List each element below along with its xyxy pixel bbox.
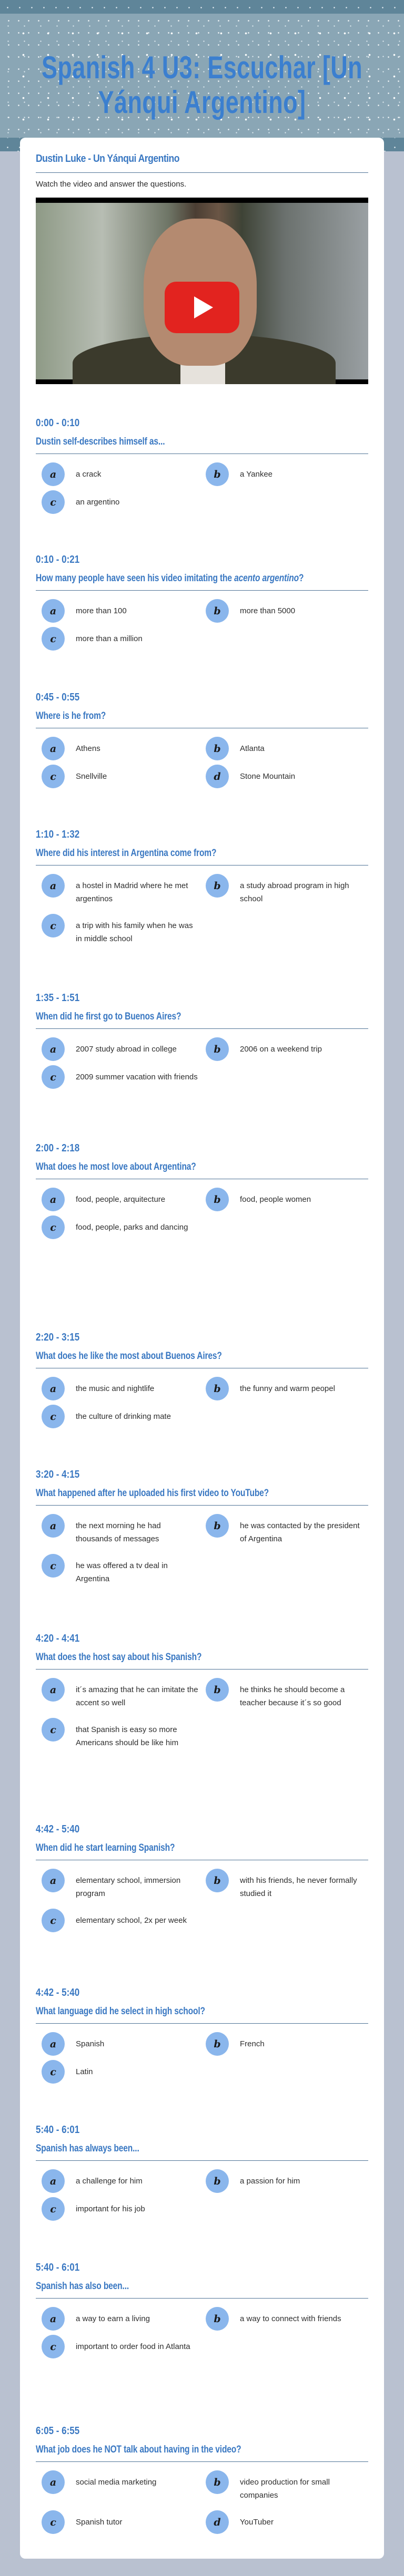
question-label: Dustin self-describes himself as... [36,436,165,447]
option-letter-a: a [42,1514,65,1538]
option-text: Spanish [76,2039,105,2048]
answer-options [42,1678,370,1758]
option-letter-a: a [42,2169,65,2193]
answer-option-c[interactable] [42,914,206,950]
question-label: Spanish has also been... [36,2281,129,2292]
question-text [36,1651,201,1664]
timestamp: 0:10 - 0:21 [36,554,80,565]
divider [36,2160,368,2161]
question-section [20,691,384,828]
answer-option-a[interactable] [42,1037,206,1061]
question-section [20,2261,384,2425]
divider [36,2298,368,2299]
option-text: the music and nightlife [76,1384,155,1393]
timestamp: 0:45 - 0:55 [36,692,80,703]
option-text: food, people, parks and dancing [76,1223,188,1232]
answer-option-b[interactable] [206,1869,370,1904]
answer-option-c[interactable] [42,1718,206,1754]
option-letter-c: c [42,914,65,937]
answer-option-c[interactable] [42,1065,206,1089]
timestamp: 1:35 - 1:51 [36,992,80,1004]
option-letter-b: b [206,1188,229,1211]
option-letter-c: c [42,2510,65,2534]
option-letter-a: a [42,1188,65,1211]
option-letter-a: a [42,1037,65,1061]
option-text: food, people women [240,1195,311,1204]
option-text: 2009 summer vacation with friends [76,1073,198,1081]
option-text: Athens [76,744,100,753]
option-text: video production for small companies [240,2478,330,2500]
answer-option-a[interactable] [42,874,206,910]
question-text [36,1010,181,1024]
timestamp: 1:10 - 1:32 [36,829,80,840]
answer-options [42,2470,370,2538]
question-text [36,2005,205,2018]
question-section [20,1632,384,1823]
option-text: more than 100 [76,606,127,615]
option-letter-c: c [42,1065,65,1089]
answer-option-a[interactable] [42,1678,206,1714]
option-text: it´s amazing that he can imitate the accent so well [76,1685,198,1707]
option-letter-c: c [42,1718,65,1742]
answer-options [42,599,370,655]
option-letter-a: a [42,737,65,760]
answer-options [42,1037,370,1093]
question-section [20,1142,384,1331]
option-letter-c: c [42,490,65,514]
question-section [20,2124,384,2261]
answer-option-c[interactable] [42,2335,206,2358]
option-letter-a: a [42,2032,65,2056]
answer-option-a[interactable] [42,1869,206,1904]
option-letter-b: b [206,1678,229,1702]
question-label: What does he most love about Argentina? [36,1161,196,1172]
option-text: a hostel in Madrid where he met argentinos [76,881,188,903]
answer-option-b[interactable] [206,1678,370,1714]
question-label: What happened after he uploaded his first video to YouTube? [36,1488,269,1499]
answer-options [42,2169,370,2225]
question-text [36,1841,175,1855]
timestamp: 5:40 - 6:01 [36,2124,80,2136]
option-letter-c: c [42,627,65,651]
option-letter-c: c [42,765,65,788]
question-section [20,1823,384,1986]
divider [36,1669,368,1670]
option-text: a way to earn a living [76,2314,150,2323]
option-text: elementary school, immersion program [76,1876,181,1898]
answer-option-c[interactable] [42,2060,206,2084]
option-text: the next morning he had thousands of messages [76,1521,161,1543]
answer-option-c[interactable] [42,765,206,788]
question-text [36,572,304,585]
option-text: he thinks he should become a teacher because it´s so good [240,1685,345,1707]
answer-option-a[interactable] [42,737,206,760]
question-section [20,2425,384,2552]
question-section [20,828,384,992]
video-thumbnail [36,203,368,379]
option-letter-b: b [206,1514,229,1538]
option-text: the funny and warm peopel [240,1384,335,1393]
answer-options [42,2307,370,2363]
option-text: a study abroad program in high school [240,881,349,903]
option-letter-d: d [206,2510,229,2534]
option-text: YouTuber [240,2518,274,2527]
answer-options [42,1377,370,1433]
option-letter-a: a [42,1678,65,1702]
page-title: Spanish 4 U3: Escuchar [Un Yánqui Argentino] [42,50,362,120]
option-text: a crack [76,470,102,479]
question-text [36,1487,269,1500]
timestamp: 4:42 - 5:40 [36,1987,80,1998]
option-letter-c: c [42,2060,65,2084]
question-label: Where is he from? [36,710,106,722]
option-letter-b: b [206,599,229,623]
option-text: a Yankee [240,470,272,479]
question-label: Where did his interest in Argentina come from? [36,848,217,859]
option-letter-b: b [206,2032,229,2056]
option-text: important to order food in Atlanta [76,2342,190,2351]
timestamp: 4:42 - 5:40 [36,1823,80,1835]
question-label: How many people have seen his video imitating the [36,573,235,584]
option-text: an argentino [76,498,120,507]
question-text [36,2142,139,2156]
answer-option-a[interactable] [42,1514,206,1550]
option-letter-a: a [42,462,65,486]
answer-option-c[interactable] [42,1405,206,1428]
question-text [36,1349,222,1363]
option-text: Latin [76,2067,93,2076]
option-letter-b: b [206,737,229,760]
answer-option-b[interactable] [206,1037,370,1061]
question-text [36,847,216,860]
option-letter-c: c [42,1909,65,1932]
answer-option-d[interactable] [206,765,370,788]
timestamp: 5:40 - 6:01 [36,2262,80,2273]
option-text: with his friends, he never formally studied it [240,1876,357,1898]
option-text: Spanish tutor [76,2518,123,2527]
answer-option-c[interactable] [42,1215,206,1239]
answer-option-a[interactable] [42,599,206,623]
answer-option-b[interactable] [206,2032,370,2056]
question-section [20,1331,384,1468]
answer-option-b[interactable] [206,1377,370,1400]
question-section [20,417,384,553]
option-letter-a: a [42,2307,65,2331]
option-letter-b: b [206,2470,229,2494]
option-letter-a: a [42,1869,65,1892]
question-emphasis: acento argentino [234,573,299,584]
option-letter-a: a [42,599,65,623]
divider [36,1505,368,1506]
question-section [20,1986,384,2124]
banner [0,14,404,138]
answer-options [42,462,370,518]
worksheet-card [20,138,384,2559]
answer-option-a[interactable] [42,2307,206,2331]
answer-option-b[interactable] [206,2470,370,2506]
option-letter-c: c [42,1554,65,1578]
question-section [20,1468,384,1632]
intro-section [20,138,384,417]
question-section [20,992,384,1142]
answer-options [42,2032,370,2088]
option-letter-d: d [206,765,229,788]
question-text [36,2280,129,2293]
question-text [36,2443,241,2457]
option-letter-a: a [42,1377,65,1400]
timestamp: 3:20 - 4:15 [36,1469,80,1480]
option-text: the culture of drinking mate [76,1412,171,1421]
timestamp: 0:00 - 0:10 [36,417,80,429]
option-text: more than a million [76,634,143,643]
answer-option-a[interactable] [42,2032,206,2056]
option-letter-b: b [206,874,229,898]
option-letter-a: a [42,2470,65,2494]
question-end: ? [298,573,304,584]
option-text: Snellville [76,772,107,781]
answer-option-c[interactable] [42,1554,206,1590]
option-text: a challenge for him [76,2177,143,2186]
answer-option-a[interactable] [42,2169,206,2193]
question-label: What does the host say about his Spanish? [36,1652,202,1663]
option-text: a way to connect with friends [240,2314,341,2323]
timestamp: 4:20 - 4:41 [36,1633,80,1644]
option-letter-b: b [206,462,229,486]
option-text: social media marketing [76,2478,157,2487]
option-letter-b: b [206,1377,229,1400]
video-player[interactable] [36,198,368,384]
answer-option-b[interactable] [206,1188,370,1211]
answer-option-b[interactable] [206,462,370,486]
question-label: Spanish has always been... [36,2143,139,2154]
instructions: Watch the video and answer the questions. [36,180,187,189]
divider [36,2023,368,2024]
question-text [36,1160,196,1174]
answer-option-c[interactable] [42,2510,206,2534]
timestamp: 2:20 - 3:15 [36,1332,80,1343]
option-text: food, people, arquitecture [76,1195,166,1204]
option-letter-a: a [42,874,65,898]
question-text [36,709,106,723]
answer-option-b[interactable] [206,874,370,910]
option-text: 2006 on a weekend trip [240,1045,322,1054]
option-text: important for his job [76,2204,145,2213]
timestamp: 6:05 - 6:55 [36,2425,80,2437]
option-letter-c: c [42,1215,65,1239]
answer-options [42,737,370,792]
option-text: he was contacted by the president of Argentina [240,1521,360,1543]
answer-option-a[interactable] [42,2470,206,2506]
option-text: a trip with his family when he was in middle school [76,921,193,943]
question-section [20,553,384,691]
option-text: a passion for him [240,2177,300,2186]
question-label: When did he start learning Spanish? [36,1842,175,1853]
divider [36,172,368,173]
answer-option-b[interactable] [206,1514,370,1550]
question-text [36,435,165,449]
divider [36,2461,368,2462]
answer-options [42,1514,370,1594]
answer-option-b[interactable] [206,737,370,760]
option-letter-b: b [206,2169,229,2193]
answer-option-c[interactable] [42,490,206,514]
answer-option-d[interactable] [206,2510,370,2534]
title-wrapper [34,50,370,120]
answer-option-c[interactable] [42,1909,206,1932]
option-text: 2007 study abroad in college [76,1045,177,1054]
play-icon [194,296,213,318]
option-text: he was offered a tv deal in Argentina [76,1561,168,1583]
divider [36,590,368,591]
question-label: What job does he NOT talk about having in the video? [36,2444,241,2455]
play-button[interactable] [165,282,239,333]
option-text: French [240,2039,265,2048]
option-text: Stone Mountain [240,772,296,781]
option-letter-c: c [42,1405,65,1428]
option-text: that Spanish is easy so more Americans should be like him [76,1725,179,1747]
answer-option-a[interactable] [42,1188,206,1211]
option-letter-c: c [42,2335,65,2358]
option-letter-b: b [206,1037,229,1061]
answer-option-b[interactable] [206,2169,370,2193]
timestamp: 2:00 - 2:18 [36,1142,80,1154]
option-letter-c: c [42,2197,65,2221]
answer-option-a[interactable] [42,1377,206,1400]
video-heading: Dustin Luke - Un Yánqui Argentino [36,153,179,164]
question-label: What does he like the most about Buenos Aires? [36,1351,222,1362]
option-letter-b: b [206,1869,229,1892]
option-letter-b: b [206,2307,229,2331]
answer-option-c[interactable] [42,627,206,651]
option-text: more than 5000 [240,606,296,615]
option-text: Atlanta [240,744,265,753]
question-label: What language did he select in high school? [36,2006,205,2017]
answer-option-a[interactable] [42,462,206,486]
answer-option-b[interactable] [206,599,370,623]
answer-option-b[interactable] [206,2307,370,2331]
option-text: elementary school, 2x per week [76,1916,187,1925]
answer-options [42,874,370,954]
question-label: When did he first go to Buenos Aires? [36,1011,181,1022]
answer-option-c[interactable] [42,2197,206,2221]
answer-options [42,1188,370,1243]
divider [36,1028,368,1029]
answer-options [42,1869,370,1936]
